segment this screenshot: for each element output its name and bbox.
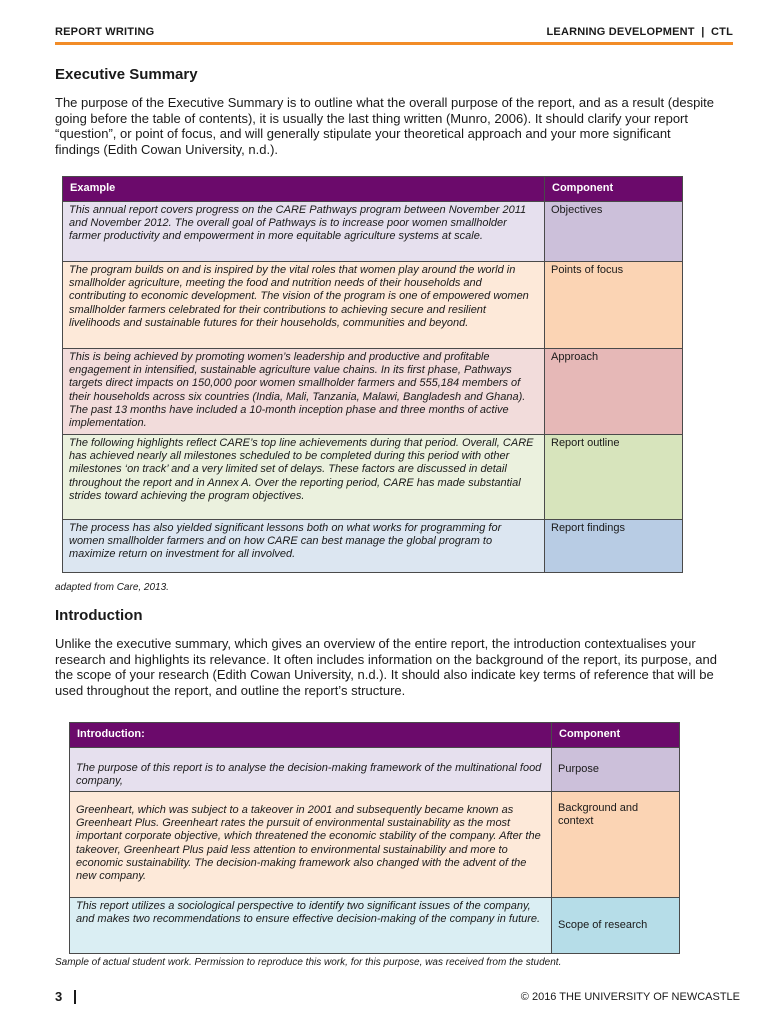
example-cell: The process has also yielded significant lessons both on what works for programming for women smallholder farmers and on how CARE can best manage the global program to maximize return on investment for all involved. xyxy=(63,520,545,573)
example-cell: The following highlights reflect CARE’s top line achievements during that period. Overall, CARE has achieved nearly all milestones scheduled to be completed during this period with other milestones ‘on track’ and a very limited set of delays. These factors are discussed in detail throughout the report and in Annex A. Over the reporting period, CARE has made substantial strides toward achieving the program objectives. xyxy=(63,435,545,520)
table-row xyxy=(70,792,680,898)
table-row xyxy=(63,520,683,573)
component-cell: Background and context xyxy=(552,792,680,898)
introduction-table-caption: Sample of actual student work. Permission to reproduce this work, for this purpose, was received from the student. xyxy=(55,957,562,968)
component-column-header: Component xyxy=(552,723,680,748)
component-cell: Report findings xyxy=(545,520,683,573)
table-row xyxy=(63,262,683,349)
table-row xyxy=(63,435,683,520)
component-column-header: Component xyxy=(545,177,683,202)
example-cell: Greenheart, which was subject to a takeover in 2001 and subsequently became known as Greenheart Plus. Greenheart rates the pursuit of environmental sustainability as the most important corporate objective, which threatened the economic stability of the company. After the takeover, Greenheart Plus paid less attention to environmental sustainability and more to economic sustainability. The decision-making framework also changed with the advent of the new company. xyxy=(70,792,552,898)
exec-summary-paragraph: The purpose of the Executive Summary is to outline what the overall purpose of the report, and as a result (despite going before the table of contents), it is usually the last thing written (Munro, 2006). It should clarify your report “question”, or point of focus, and will generally stipulate your theoretical approach and your more significant findings (Edith Cowan University, n.d.). xyxy=(55,95,715,157)
component-cell: Purpose xyxy=(552,748,680,792)
component-cell: Report outline xyxy=(545,435,683,520)
example-cell: The purpose of this report is to analyse the decision-making framework of the multinational food company, xyxy=(70,748,552,792)
example-cell: This is being achieved by promoting women’s leadership and productive and profitable engagement in intensified, sustainable agriculture value chains. In its first phase, Pathways targets direct impacts on 150,000 poor women smallholder farmers and 555,184 members of their households across six countries (India, Mali, Tanzania, Malawi, Bangladesh and Ghana). The past 13 months have included a 10-month inception phase and three months of active implementation. xyxy=(63,349,545,435)
page-header xyxy=(55,24,733,45)
table-row xyxy=(63,202,683,262)
header-department: LEARNING DEVELOPMENT | CTL xyxy=(546,26,733,38)
table-header-row xyxy=(63,177,683,202)
component-cell: Points of focus xyxy=(545,262,683,349)
example-cell: This annual report covers progress on the CARE Pathways program between November 2011 and November 2012. The overall goal of Pathways is to increase poor women smallholder farmer productivity and empowerment in more equitable agriculture systems at scale. xyxy=(63,202,545,262)
introduction-paragraph: Unlike the executive summary, which gives an overview of the entire report, the introduction contextualises your research and highlights its relevance. It often includes information on the background of the report, its purpose, and the scope of your research (Edith Cowan University, n.d.). It should also indicate key terms of reference that will be used throughout the report, and outline the report’s structure. xyxy=(55,636,717,698)
page-number: 3 xyxy=(55,989,63,1004)
exec-summary-heading: Executive Summary xyxy=(55,66,198,83)
table-header-row xyxy=(70,723,680,748)
header-title: REPORT WRITING xyxy=(55,26,155,38)
example-cell: This report utilizes a sociological perspective to identify two significant issues of the company, and makes two recommendations to ensure effective decision-making of the company in future. xyxy=(70,898,552,954)
component-cell: Approach xyxy=(545,349,683,435)
table-row xyxy=(63,349,683,435)
introduction-column-header: Introduction: xyxy=(70,723,552,748)
introduction-table xyxy=(69,722,680,954)
example-cell: The program builds on and is inspired by the vital roles that women play around the world in smallholder agriculture, meeting the food and nutrition needs of their households and contributing to economic development. The vision of the program is one of empowered women smallholder farmers celebrated for their contributions to achieving secure and resilient livelihoods and sustainable futures for their households, communities and beyond. xyxy=(63,262,545,349)
footer-divider xyxy=(74,990,76,1004)
component-cell: Scope of research xyxy=(552,898,680,954)
introduction-heading: Introduction xyxy=(55,607,143,624)
component-cell: Objectives xyxy=(545,202,683,262)
copyright-notice: © 2016 THE UNIVERSITY OF NEWCASTLE xyxy=(520,991,740,1003)
example-column-header: Example xyxy=(63,177,545,202)
table-row xyxy=(70,748,680,792)
exec-summary-table xyxy=(62,176,683,573)
exec-table-caption: adapted from Care, 2013. xyxy=(55,582,169,593)
table-row xyxy=(70,898,680,954)
